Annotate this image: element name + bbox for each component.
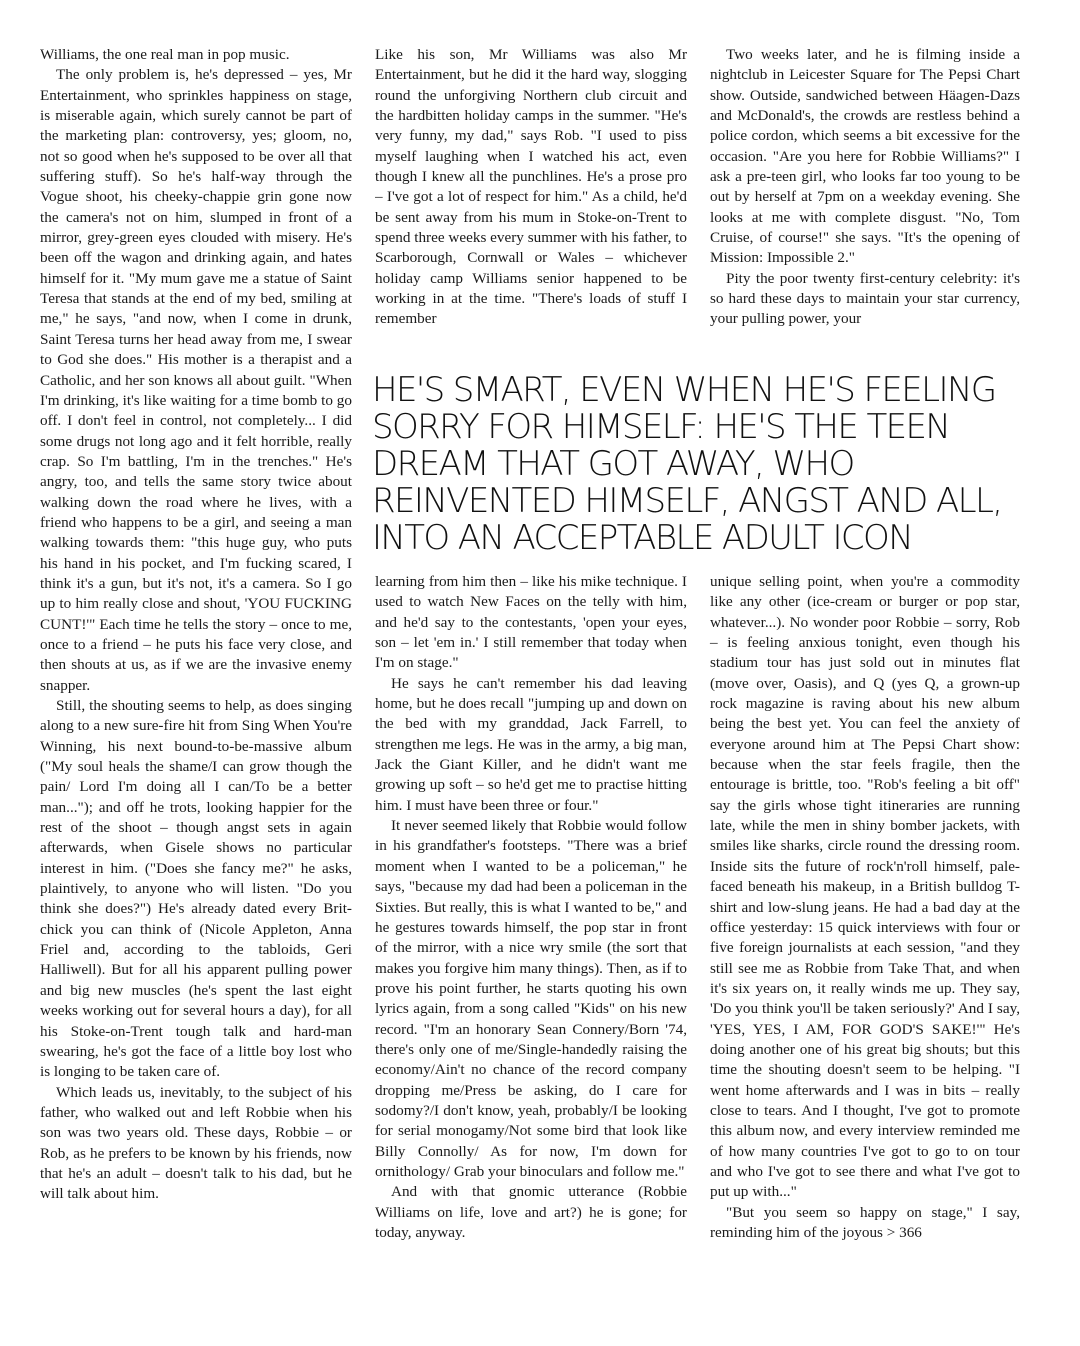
column-5: [710, 572, 1020, 1342]
column-4: [375, 572, 687, 1342]
pull-quote: HE'S SMART, EVEN WHEN HE'S FEELING SORRY FOR HIMSELF: HE'S THE TEEN DREAM THAT GOT AWAY, WHO REINVENTED HIMSELF, ANGST AND ALL, INTO AN ACCEPTABLE ADULT ICON: [372, 370, 1002, 558]
paragraph: He says he can't remember his dad leaving home, but he does recall "jumping up and down on the bed with my granddad, Jack Farrell, to strengthen me legs. He was in the army, a big man, Jack the Giant Killer, and he didn't want me growing up soft – so he'd get me to practise hitting him. I must have been three or four.": [375, 674, 687, 814]
column-2: [375, 45, 687, 355]
paragraph: Williams, the one real man in pop music.: [40, 46, 290, 63]
paragraph: The only problem is, he's depressed – yes, Mr Entertainment, who sprinkles happiness on stage, is miserable again, which surely cannot be part of the marketing plan: controversy, yes; gloom, no, not so good when he's supposed to be over all that suffering stuff). So he's half-way through the Vogue shoot, his cheeky-chappie grin gone now the camera's not on him, slumped in front of a mirror, grey-green eyes clouded with misery. He's been off the wagon and drinking again, and hates himself for it. "My mum gave me a statue of Saint Teresa that stands at the end of my bed, smiling at me," he says, "and now, when I come in drunk, Saint Teresa turns her head away from me, I swear to God she does." His mother is a therapist and a Catholic, and her son knows all about guilt. "When I'm drinking, it's like waiting for a time bomb to go off. I don't feel in control, not completely... I did some drugs not long ago and it felt horrible, really crap. So I'm battling, I'm in the trenches." He's angry, too, and tells the same story twice about walking down the road where he lives, with a friend who happens to be a girl, and seeing a man walking towards them: "this huge guy, who puts his hand in his pocket, and I'm fucking scared, I think it's a gun, but it's not, it's a camera. So I go up to him really close and shout, 'YOU FUCKING CUNT!'" Each time he tells the story – once to me, once to a friend – he puts his face very close, and then shouts at us, as if we are the invasive enemy snapper.: [40, 66, 352, 694]
paragraph: learning from him then – like his mike technique. I used to watch New Faces on the telly with him, and he'd say to the contestants, 'open your eyes, son – let 'em in.' I still remember that today when I'm on stage.": [375, 573, 687, 672]
column-1: [40, 45, 352, 1335]
paragraph: Which leads us, inevitably, to the subject of his father, who walked out and left Robbie when his son was two years old. These days, Robbie – or Rob, as he prefers to be known by his friends, now that he's an adult – doesn't talk to his dad, but he will talk about him.: [40, 1083, 352, 1203]
paragraph: Pity the poor twenty first-century celebrity: it's so hard these days to maintain your star currency, your pulling power, your: [710, 269, 1020, 328]
paragraph: Still, the shouting seems to help, as does singing along to a new sure-fire hit from Sing When You're Winning, his next bound-to-be-massive album ("My soul heals the shame/I can grow though the pain/ Lord I'm doing all I can/To be a better man..."); and off he trots, looking happier for the rest of the shoot – though angst sets in again afterwards, when Gisele shows no particular interest in him. ("Does she fancy me?" he asks, plaintively, to anyone who will listen. "Do you think she does?") He's already dated every Brit-chick you can think of (Nicole Appleton, Anna Friel and, according to the tabloids, Geri Halliwell). But for all his apparent pulling power and big new muscles (he's spent the last eight weeks working out for several hours a day), for all his Stoke-on-Trent tough talk and hard-man swearing, he's got the face of a little boy lost who is longing to be taken care of.: [40, 697, 352, 1081]
paragraph: "But you seem so happy on stage," I say, reminding him of the joyous > 366: [710, 1203, 1020, 1241]
paragraph: It never seemed likely that Robbie would follow in his grandfather's footsteps. "There was a brief moment when I wanted to be a policeman," he says, "because my dad had been a policeman in the Sixties. But really, this is what I wanted to be," and he gestures towards himself, the pop star in front of the mirror, with a nice wry smile (the sort that makes you forgive him many things). Then, as if to prove his point further, he starts quoting his own lyrics again, from a song called "Kids" on his new record. "I'm an honorary Sean Connery/Born '74, there's only one of me/Single-handedly raising the economy/Ain't no chance of the record company dropping me/Press be asking, do I care for sodomy?/I don't know, yeah, probably/I be looking for serial monogamy/Not some bird that look like Billy Connolly/ As for now, I'm down for ornithology/ Grab your binoculars and follow me.": [375, 817, 687, 1180]
column-3: [710, 45, 1020, 355]
paragraph: And with that gnomic utterance (Robbie Williams on life, love and art?) he is gone; for today, anyway.: [375, 1183, 687, 1241]
paragraph: Two weeks later, and he is filming inside a nightclub in Leicester Square for The Pepsi Chart show. Outside, sandwiched between Häagen-Dazs and McDonald's, the crowds are restless behind a police cordon, which seems a bit excessive for the occasion. "Are you here for Robbie Williams?" I ask a pre-teen girl, who looks far too young to be out by herself at 7pm on a weekday evening. She looks at me with complete disgust. "No, Tom Cruise, of course!" she says. "It's the opening of Mission: Impossible 2.": [710, 46, 1020, 267]
paragraph: unique selling point, when you're a commodity like any other (ice-cream or burger or pop star, whatever...). No wonder poor Robbie – sorry, Rob – is feeling anxious tonight, even though his stadium tour has just sold out in minutes flat (move over, Oasis), and Q (yes Q, a grown-up rock magazine is raving about his new album being the best yet. You can feel the anxiety of everyone around him at The Pepsi Chart show: because when the star feels fragile, then the entourage is brittle, too. "Rob's feeling a bit off" say the girls whose tight itineraries are running late, while the men in shiny bomber jackets, with smiles like sharks, circle round the dressing room. Inside sits the future of rock'n'roll himself, pale-faced beneath his makeup, in a British bulldog T-shirt and low-slung jeans. He had a bad day at the office yesterday: 15 quick interviews with four or five foreign journalists at each session, "and they still see me as Robbie from Take That, and when it's six years on, it really winds me up. They say, 'Do you think you'll be taken seriously?' And I say, 'YES, YES, I AM, FOR GOD'S SAKE!'" He's doing another one of his great big shouts; but this time the shouting doesn't seem to be helping. "I went home afterwards and I was in bits – really close to tears. And I thought, I've got to promote this album now, and every interview reminded me of how many countries I've got to go to on tour and who I've got to see there and what I've got to put up with...": [710, 573, 1020, 1201]
paragraph: Like his son, Mr Williams was also Mr Entertainment, but he did it the hard way, slogging round the unforgiving Northern club circuit and the hardbitten holiday camps in the summer. "He's very funny, my dad," says Rob. "I used to piss myself laughing when I watched his act, even though I knew all the punchlines. He's a prose pro – I've got a lot of respect for him." As a child, he'd be sent away from his mum in Stoke-on-Trent to spend three weeks every summer with his father, to Scarborough, Cornwall or Wales – whichever holiday camp Williams senior happened to be working in at the time. "There's loads of stuff I remember: [375, 46, 687, 328]
